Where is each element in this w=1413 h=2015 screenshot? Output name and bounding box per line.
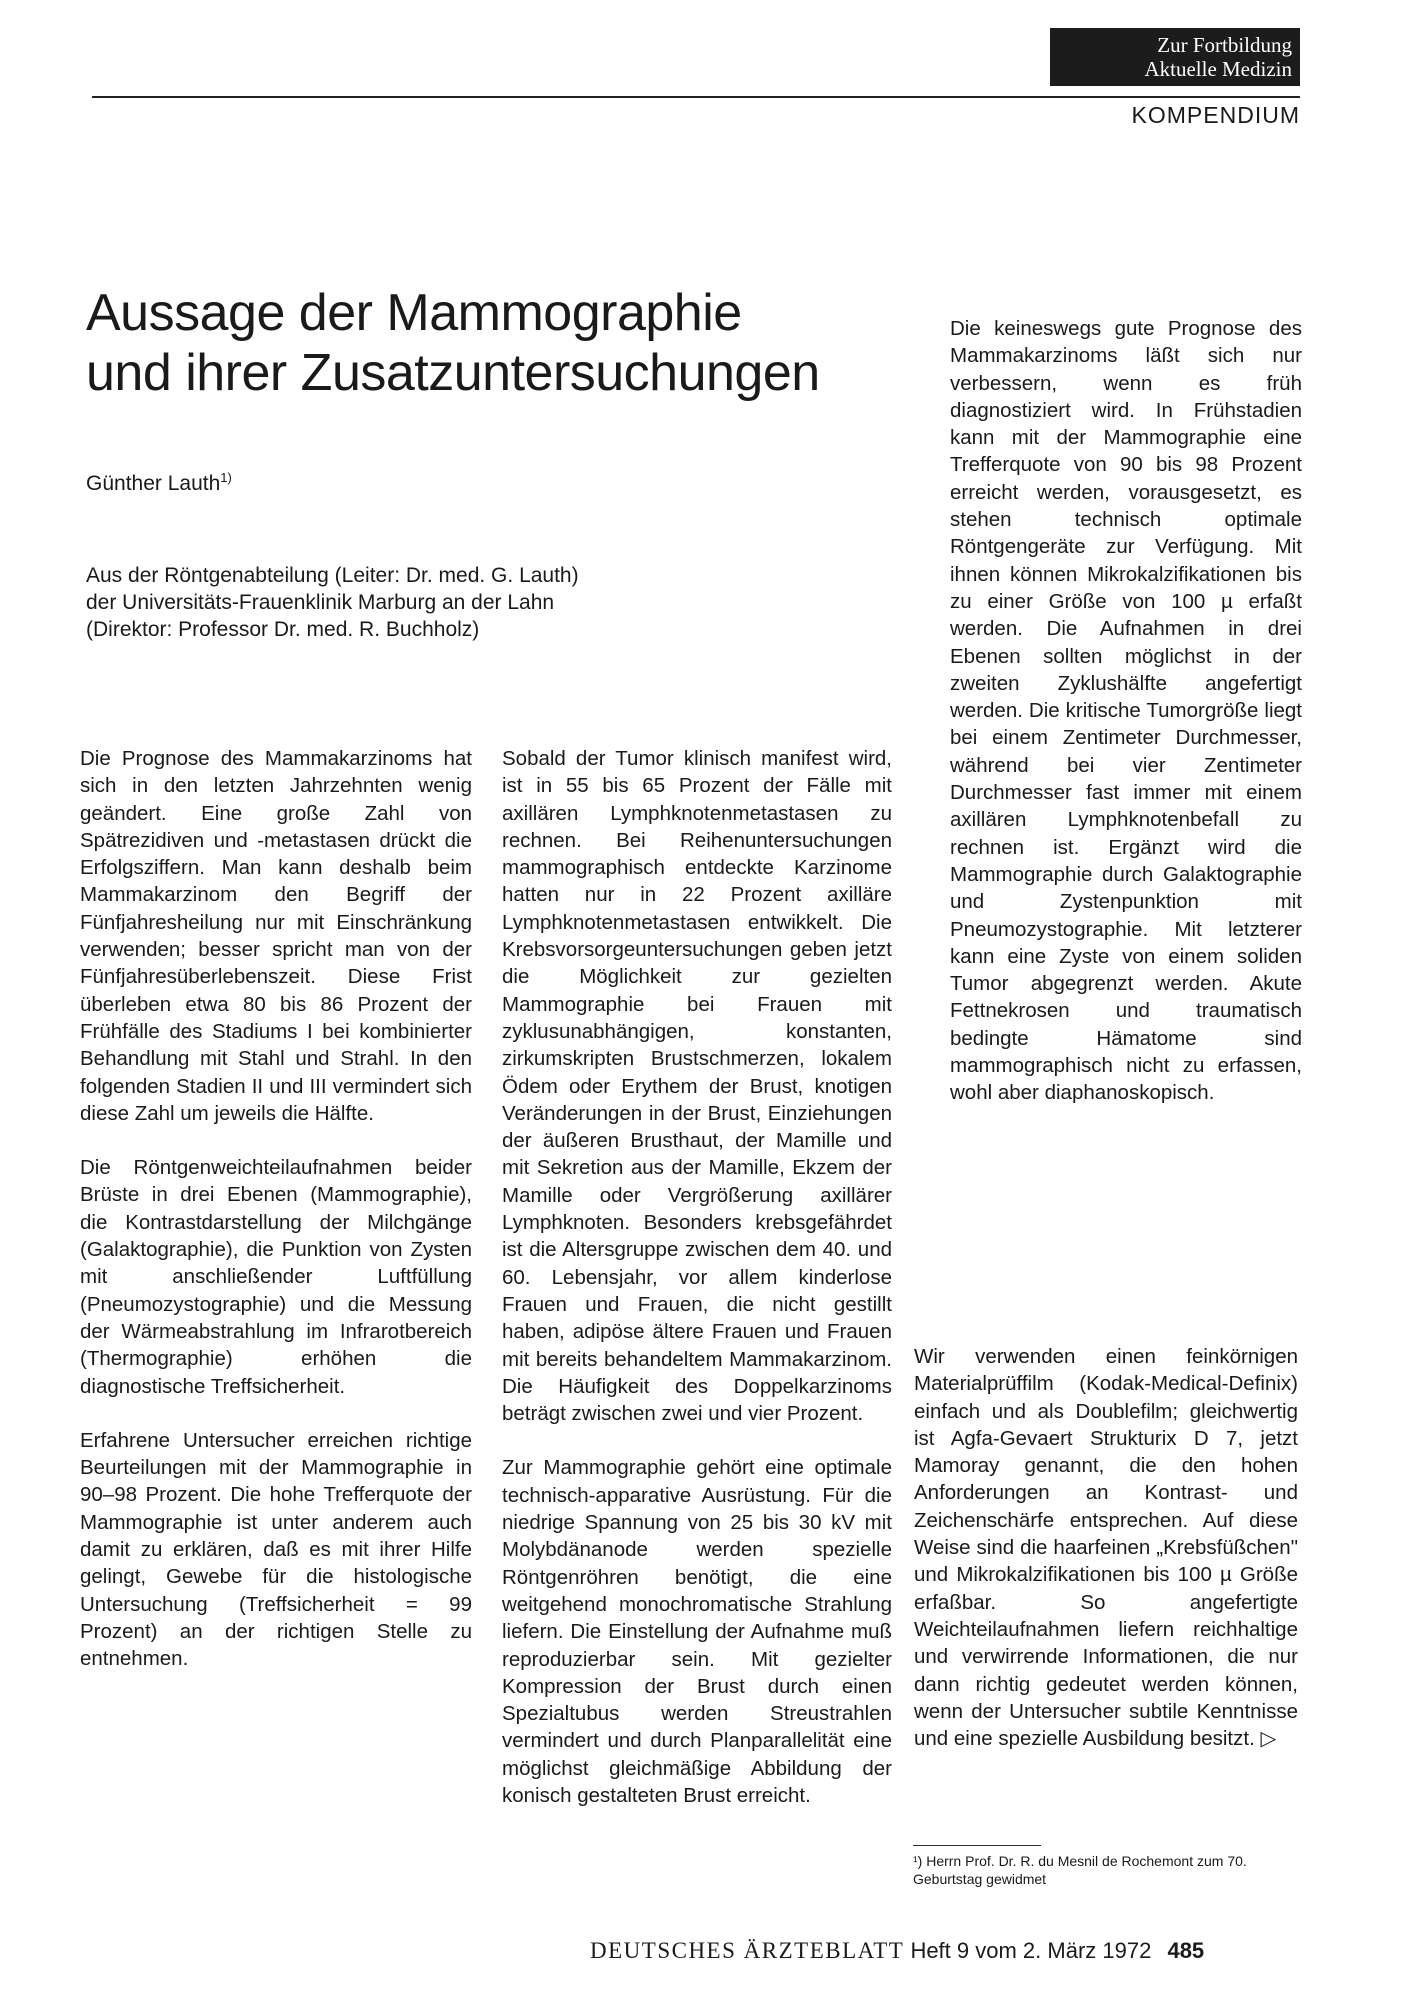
section-banner [1050,28,1300,86]
footnote: ¹) Herrn Prof. Dr. R. du Mesnil de Rochemont zum 70. Geburtstag gewidmet [913,1853,1247,1887]
issue-info: Heft 9 vom 2. März 1972 [910,1938,1152,1963]
body-column-2 [502,745,892,1809]
body-column-1 [80,745,472,1673]
affiliation-line-1: Aus der Röntgenabteilung (Leiter: Dr. med. G. Lauth) [86,564,579,587]
page-number: 485 [1167,1938,1205,1963]
footnote-rule [913,1845,1041,1846]
author-name: Günther Lauth [86,472,221,495]
banner-line-2: Aktuelle Medizin [1144,57,1292,81]
header-rule [92,96,1300,98]
paragraph: Wir verwenden einen feinkörnigen Materialprüffilm (Kodak-Medical-Definix) einfach und als Doublefilm; gleichwertig ist Agfa-Gevaert Strukturix D 7, jetzt Mamoray genannt, die den hohen Anforderungen an Kontrast- und Zeichenschärfe entsprechen. Auf diese Weise sind die haarfeinen „Krebsfüßchen" und Mikrokalzifikationen bis 100 µ Größe erfaßbar. So angefertigte Weichteilaufnahmen liefern reichhaltige und verwirrende Informationen, die nur dann richtig gedeutet werden können, wenn der Untersucher subtile Kenntnisse und eine spezielle Ausbildung besitzt. ▷ [914,1345,1298,1751]
page-footer [590,1938,1302,1964]
paragraph: Die Röntgenweichteilaufnahmen beider Brüste in drei Ebenen (Mammographie), die Kontrastdarstellung der Milchgänge (Galaktographie), die Punktion von Zysten mit anschließender Luftfüllung (Pneumozystographie) und die Messung der Wärmeabstrahlung im Infrarotbereich (Thermographie) erhöhen die diagnostische Treffsicherheit. [80,1156,472,1398]
journal-name: DEUTSCHES ÄRZTEBLATT [590,1938,905,1963]
paragraph: Erfahrene Untersucher erreichen richtige Beurteilungen mit der Mammographie in 90–98 Prozent. Die hohe Trefferquote der Mammographie ist unter anderem auch damit zu erklären, daß es mit ihrer Hilfe gelingt, Gewebe für die histologische Untersuchung (Treffsicherheit = 99 Prozent) an der richtigen Stelle zu entnehmen. [80,1428,472,1671]
affiliation [86,562,579,643]
paragraph: Sobald der Tumor klinisch manifest wird, ist in 55 bis 65 Prozent der Fälle mit axillären Lymphknotenmetastasen zu rechnen. Bei Reihenuntersuchungen mammographisch entdeckte Karzinome hatten nur in 22 Prozent axilläre Lymphknotenmetastasen entwikkelt. Die Krebsvorsorgeuntersuchungen geben jetzt die Möglichkeit zur gezielten Mammographie bei Frauen mit zyklusunabhängigen, konstanten, zirkumskripten Brustschmerzen, lokalem Ödem oder Erythem der Brust, knotigen Veränderungen in der Brust, Einziehungen der äußeren Brusthaut, der Mamille und mit Sekretion aus der Mamille, Ekzem der Mamille oder Vergrößerung axillärer Lymphknoten. Besonders krebsgefährdet ist die Altersgruppe zwischen dem 40. und 60. Lebensjahr, vor allem kinderlose Frauen und Frauen, die nicht gestillt haben, adipöse ältere Frauen und Frauen mit bereits behandeltem Mammakarzinom. Die Häufigkeit des Doppelkarzinoms beträgt zwischen zwei und vier Prozent. [502,747,892,1426]
author-line [86,470,232,496]
title-line-2: und ihrer Zusatzuntersuchungen [86,344,820,402]
affiliation-line-2: der Universitäts-Frauenklinik Marburg an der Lahn [86,591,555,614]
banner-line-1: Zur Fortbildung [1157,33,1292,57]
paragraph: Die Prognose des Mammakarzinoms hat sich in den letzten Jahrzehnten wenig geändert. Eine große Zahl von Spätrezidiven und -metastasen drückt die Erfolgsziffern. Man kann deshalb beim Mammakarzinom den Begriff der Fünfjahresheilung nur mit Einschränkung verwenden; besser spricht man von der Fünfjahresüberlebenszeit. Diese Frist überleben etwa 80 bis 86 Prozent der Frühfälle des Stadiums I bei kombinierter Behandlung mit Stahl und Strahl. In den folgenden Stadien II und III vermindert sich diese Zahl um jeweils die Hälfte. [80,747,472,1125]
article-title [86,283,916,403]
affiliation-line-3: (Direktor: Professor Dr. med. R. Buchholz) [86,618,480,641]
summary-column [950,315,1302,1107]
section-label: KOMPENDIUM [1131,102,1300,128]
summary-paragraph: Die keineswegs gute Prognose des Mammakarzinoms läßt sich nur verbessern, wenn es früh diagnostiziert wird. In Frühstadien kann mit der Mammographie eine Trefferquote von 90 bis 98 Prozent erreicht werden, vorausgesetzt, es stehen technisch optimale Röntgengeräte zur Verfügung. Mit ihnen können Mikrokalzifikationen bis zu einer Größe von 100 µ erfaßt werden. Die Aufnahmen in drei Ebenen sollten möglichst in der zweiten Zyklushälfte angefertigt werden. Die kritische Tumorgröße liegt bei einem Zentimeter Durchmesser, während bei vier Zentimeter Durchmesser fast immer mit einem axillären Lymphknotenbefall zu rechnen ist. Ergänzt wird die Mammographie durch Galaktographie und Zystenpunktion mit Pneumozystographie. Mit letzterer kann eine Zyste von einem soliden Tumor abgegrenzt werden. Akute Fettnekrosen und traumatisch bedingte Hämatome sind mammographisch nicht zu erfassen, wohl aber diaphanoskopisch. [950,317,1302,1105]
body-column-3 [914,1343,1298,1752]
author-footnote-marker: 1) [220,470,232,485]
paragraph: Zur Mammographie gehört eine optimale technisch-apparative Ausrüstung. Für die niedrige Spannung von 25 bis 30 kV mit Molybdänanode werden spezielle Röntgenröhren benötigt, die eine weitgehend monochromatische Strahlung liefern. Die Einstellung der Aufnahme muß reproduzierbar sein. Mit gezielter Kompression der Brust durch einen Spezialtubus werden Streustrahlen vermindert und durch Planparallelität eine möglichst gleichmäßige Abbildung der konisch gestalteten Brust erreicht. [502,1456,892,1807]
title-line-1: Aussage der Mammographie [86,284,742,342]
